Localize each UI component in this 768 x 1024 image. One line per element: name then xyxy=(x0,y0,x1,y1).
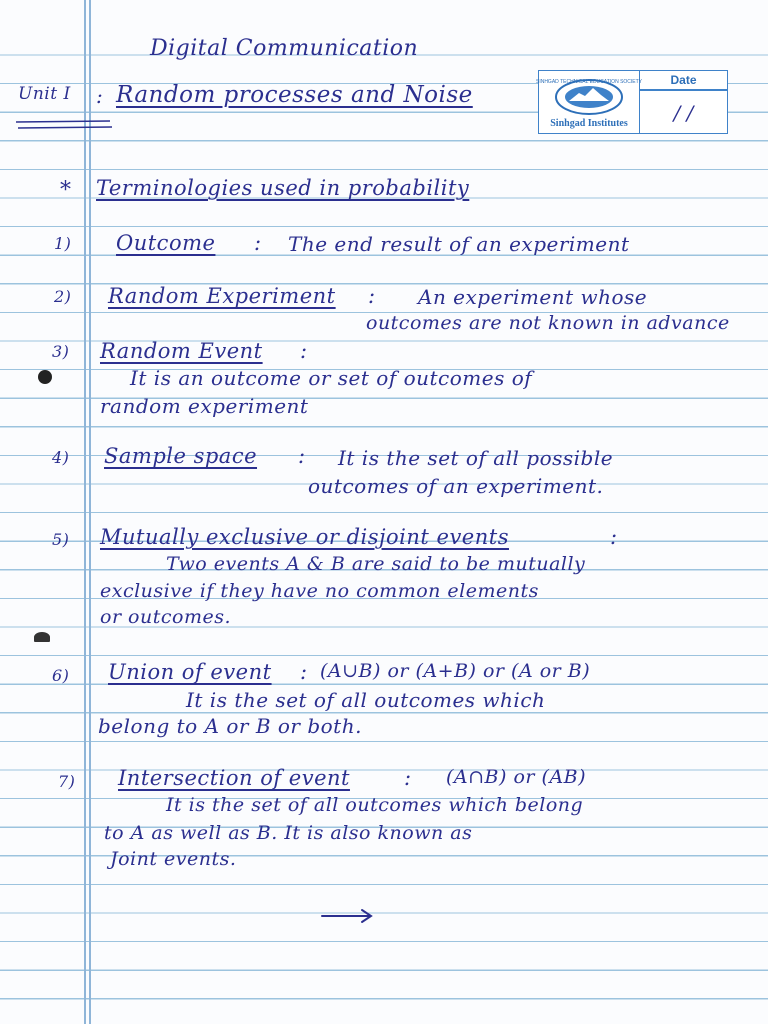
date-box xyxy=(640,71,727,133)
item-number: 1) xyxy=(54,234,72,253)
definition-line: random experiment xyxy=(100,394,309,418)
margin-rule-right xyxy=(89,0,91,1024)
definition-line: belong to A or B or both. xyxy=(98,714,362,738)
date-value: / / xyxy=(673,101,694,125)
term-intersection: Intersection of event xyxy=(118,766,350,790)
date-divider xyxy=(640,89,727,91)
term-random-event: Random Event xyxy=(100,339,263,363)
item-number: 4) xyxy=(52,448,70,467)
definition-line: outcomes of an experiment. xyxy=(308,474,604,498)
definition-line: Two events A & B are said to be mutually xyxy=(166,553,586,575)
arrow-right-icon xyxy=(320,906,376,926)
unit-label: Unit I xyxy=(18,84,71,104)
term-random-experiment: Random Experiment xyxy=(108,284,336,308)
term-separator: : xyxy=(404,766,412,790)
institution-name: Sinhgad Institutes xyxy=(550,118,628,129)
margin-rule-left xyxy=(84,0,86,1024)
svg-text:SINHGAD TECHNICAL EDUCATION SO: SINHGAD TECHNICAL EDUCATION SOCIETY xyxy=(535,79,643,85)
binder-hole xyxy=(34,632,50,642)
sinhgad-emblem-icon xyxy=(535,75,643,117)
unit-title: Random processes and Noise xyxy=(116,82,473,108)
definition-line: It is the set of all outcomes which xyxy=(186,688,546,712)
institution-logo-box xyxy=(535,71,643,133)
term-outcome: Outcome xyxy=(116,231,216,255)
section-heading: Terminologies used in probability xyxy=(96,176,470,200)
date-label: Date xyxy=(670,73,697,87)
definition-line: It is an outcome or set of outcomes of xyxy=(130,366,533,390)
term-separator: : xyxy=(300,339,308,363)
item-number: 2) xyxy=(54,287,72,306)
item-number: 7) xyxy=(58,772,76,791)
term-sample-space: Sample space xyxy=(104,444,258,468)
term-union: Union of event xyxy=(108,660,272,684)
term-separator: : xyxy=(610,525,618,549)
definition-line: It is the set of all possible xyxy=(338,446,614,470)
item-number: 3) xyxy=(52,342,70,361)
term-separator: : xyxy=(300,660,308,684)
term-mutually-exclusive: Mutually exclusive or disjoint events xyxy=(100,525,509,549)
definition-line: to A as well as B. It is also known as xyxy=(104,822,473,844)
binder-hole xyxy=(38,370,52,384)
item-number: 5) xyxy=(52,530,70,549)
date-stamp xyxy=(535,70,728,134)
unit-underline xyxy=(14,118,114,132)
definition-line: exclusive if they have no common elements xyxy=(100,580,539,602)
term-separator: : xyxy=(298,444,306,468)
definition-line: or outcomes. xyxy=(100,606,232,628)
term-separator: : xyxy=(254,231,262,255)
union-notation: (A∪B) or (A+B) or (A or B) xyxy=(320,660,591,682)
definition-line: Joint events. xyxy=(110,848,237,870)
item-number: 6) xyxy=(52,666,70,685)
definition-line: The end result of an experiment xyxy=(288,232,630,256)
definition-line: An experiment whose xyxy=(418,285,648,309)
definition-line: It is the set of all outcomes which belong xyxy=(166,794,584,816)
term-separator: : xyxy=(368,284,376,308)
definition-line: outcomes are not known in advance xyxy=(366,312,730,334)
page-subject: Digital Communication xyxy=(150,36,419,61)
unit-colon: : xyxy=(96,84,104,108)
intersection-notation: (A∩B) or (AB) xyxy=(446,766,587,788)
bullet-star: * xyxy=(60,178,72,203)
